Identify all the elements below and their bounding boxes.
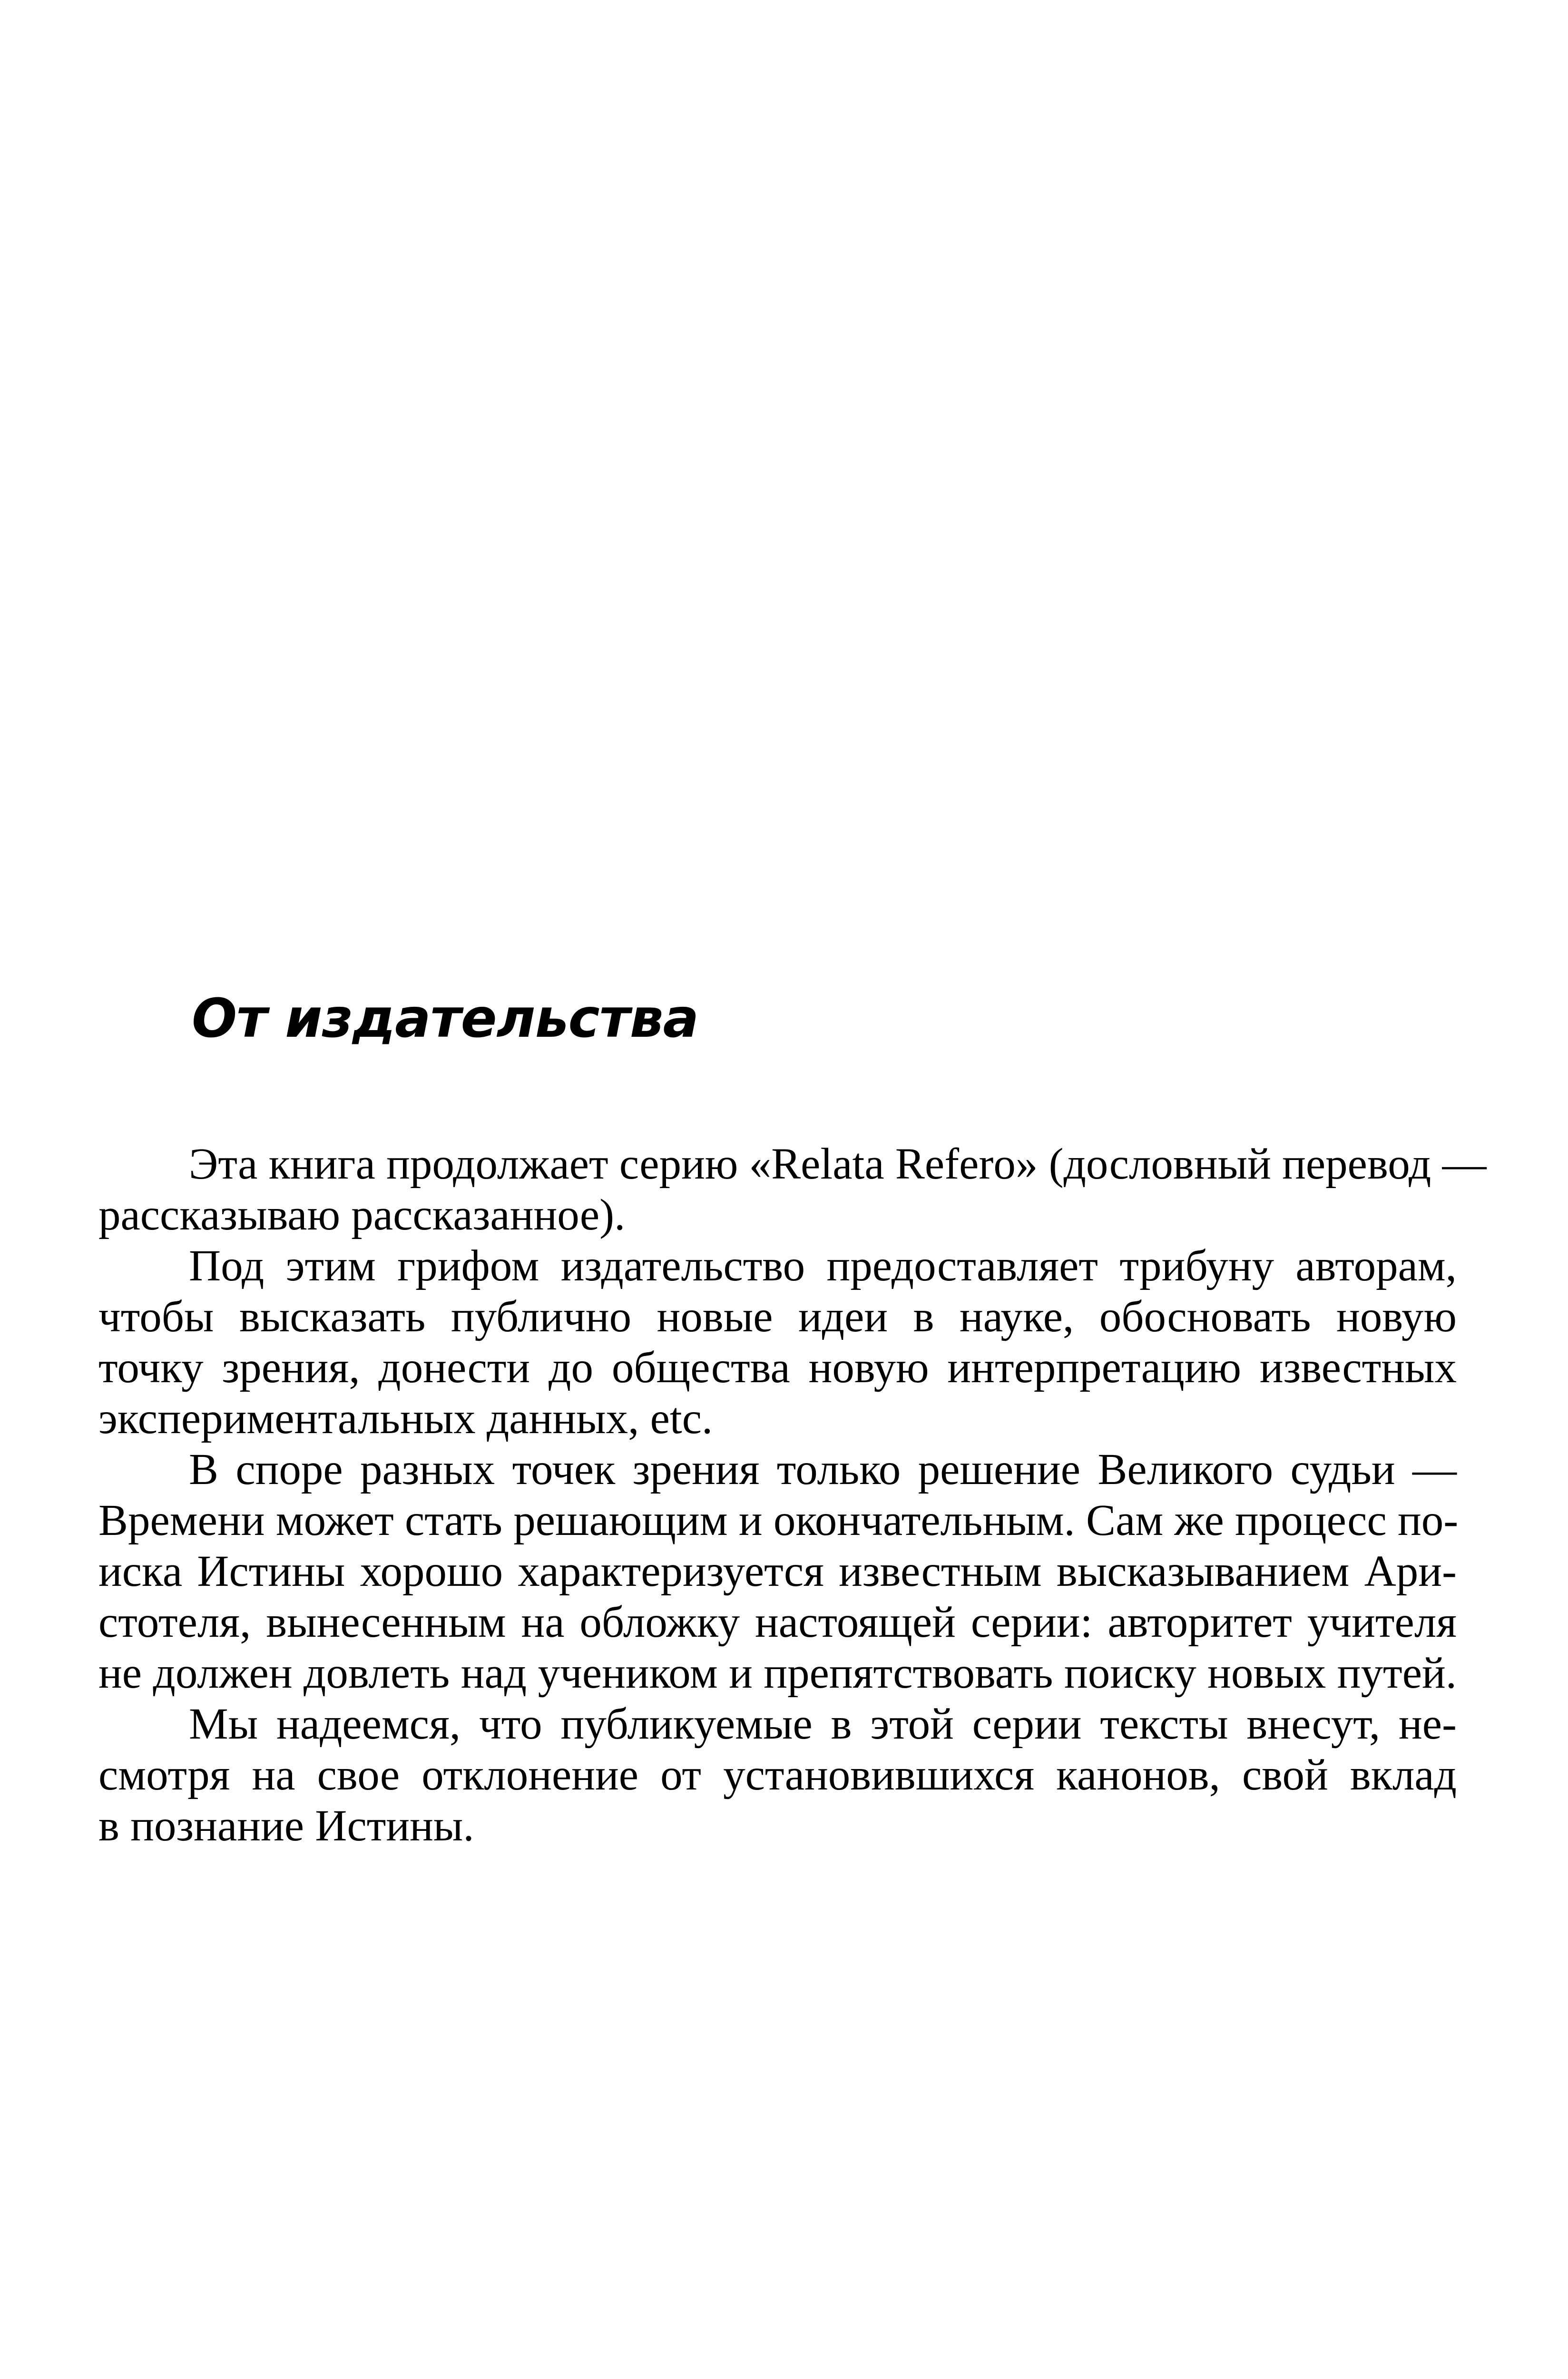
paragraph-1 <box>98 1139 1487 1240</box>
text-line: Времени может стать решающим и окончательным. Сам же процесс по- <box>98 1496 1459 1545</box>
text-line: иска Истины хорошо характеризуется известным высказыванием Ари- <box>98 1547 1457 1596</box>
text-line: точку зрения, донести до общества новую интерпретацию известных <box>98 1343 1457 1392</box>
text-line: чтобы высказать публично новые идеи в науке, обосновать новую <box>98 1292 1457 1341</box>
text-line: В споре разных точек зрения только решение Великого судьи — <box>189 1445 1457 1494</box>
text-line: стотеля, вынесенным на обложку настоящей серии: авторитет учителя <box>98 1598 1457 1647</box>
text-line: в познание Истины. <box>98 1801 474 1850</box>
text-line: смотря на свое отклонение от установившихся канонов, свой вклад <box>98 1750 1457 1799</box>
text-line: Эта книга продолжает серию «Relata Refero» (дословный перевод — <box>189 1140 1487 1189</box>
text-line: экспериментальных данных, etc. <box>98 1394 713 1443</box>
paragraph-3 <box>98 1444 1457 1699</box>
paragraph-4 <box>98 1699 1457 1851</box>
text-line: Под этим грифом издательство предоставляет трибуну авторам, <box>189 1241 1457 1290</box>
page-heading: От издательства <box>192 988 699 1050</box>
text-line: не должен довлеть над учеником и препятствовать поиску новых путей. <box>98 1649 1457 1698</box>
body-text <box>98 1139 1487 1851</box>
text-line: Мы надеемся, что публикуемые в этой серии тексты внесут, не- <box>189 1700 1457 1749</box>
text-line: рассказываю рассказанное). <box>98 1190 626 1239</box>
paragraph-2 <box>98 1240 1457 1444</box>
